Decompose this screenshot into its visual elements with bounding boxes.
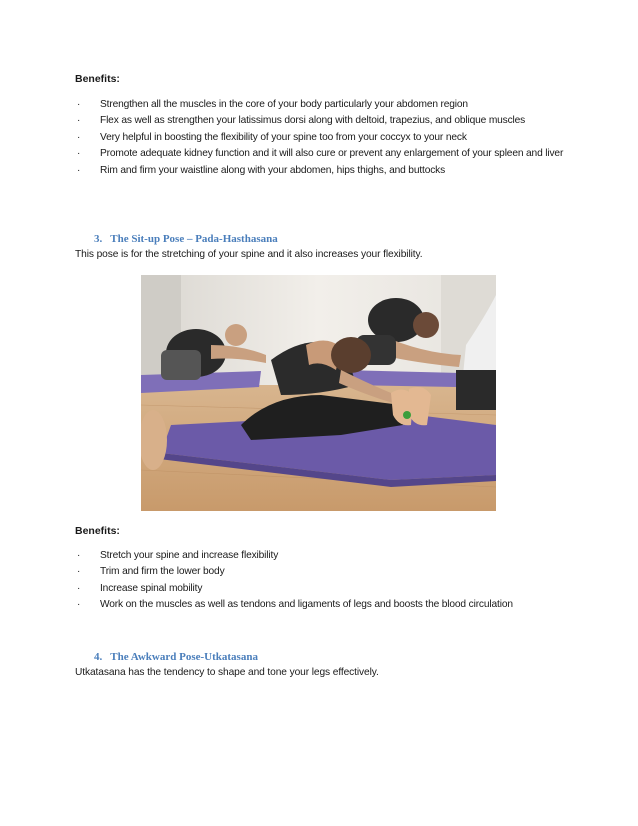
yoga-illustration	[141, 275, 496, 511]
benefits-heading-1: Benefits:	[75, 73, 120, 85]
pose-4-heading	[94, 651, 258, 663]
yoga-photo	[141, 275, 496, 511]
bullet-icon: ·	[77, 582, 81, 594]
pose-3-heading	[94, 233, 278, 245]
bullet-icon: ·	[77, 99, 81, 110]
list-item: · Work on the muscles as well as tendons and ligaments of legs and boosts the blood circulation	[75, 597, 565, 613]
bullet-icon: ·	[77, 550, 81, 561]
bullet-icon: ·	[77, 599, 81, 611]
bullet-icon: ·	[77, 148, 81, 160]
pose-3-description: This pose is for the stretching of your spine and it also increases your flexibility.	[75, 249, 423, 260]
benefits-list-2	[75, 548, 565, 614]
benefits-heading-2: Benefits:	[75, 525, 120, 537]
pose-3-number: 3.	[94, 233, 103, 245]
list-item: · Stretch your spine and increase flexibility	[75, 548, 565, 564]
pose-4-number: 4.	[94, 651, 103, 663]
bullet-icon: ·	[77, 131, 81, 143]
list-item: · Flex as well as strengthen your latissimus dorsi along with deltoid, trapezius, and oblique muscles	[75, 113, 565, 129]
list-item: · Very helpful in boosting the flexibility of your spine too from your coccyx to your neck	[75, 130, 565, 146]
bullet-icon: ·	[77, 115, 81, 127]
benefits-list-1	[75, 97, 565, 179]
list-item: · Promote adequate kidney function and it will also cure or prevent any enlargement of your spleen and liver	[75, 146, 565, 162]
bullet-icon: ·	[77, 164, 81, 176]
pose-4-title: The Awkward Pose-Utkatasana	[110, 651, 258, 663]
pose-4-description: Utkatasana has the tendency to shape and tone your legs effectively.	[75, 667, 379, 678]
pose-3-title: The Sit-up Pose – Pada-Hasthasana	[110, 233, 278, 245]
bullet-icon: ·	[77, 566, 81, 578]
list-item: · Increase spinal mobility	[75, 581, 565, 597]
list-item: · Strengthen all the muscles in the core of your body particularly your abdomen region	[75, 97, 565, 113]
list-item: · Trim and firm the lower body	[75, 564, 565, 580]
list-item: · Rim and firm your waistline along with your abdomen, hips thighs, and buttocks	[75, 163, 565, 179]
